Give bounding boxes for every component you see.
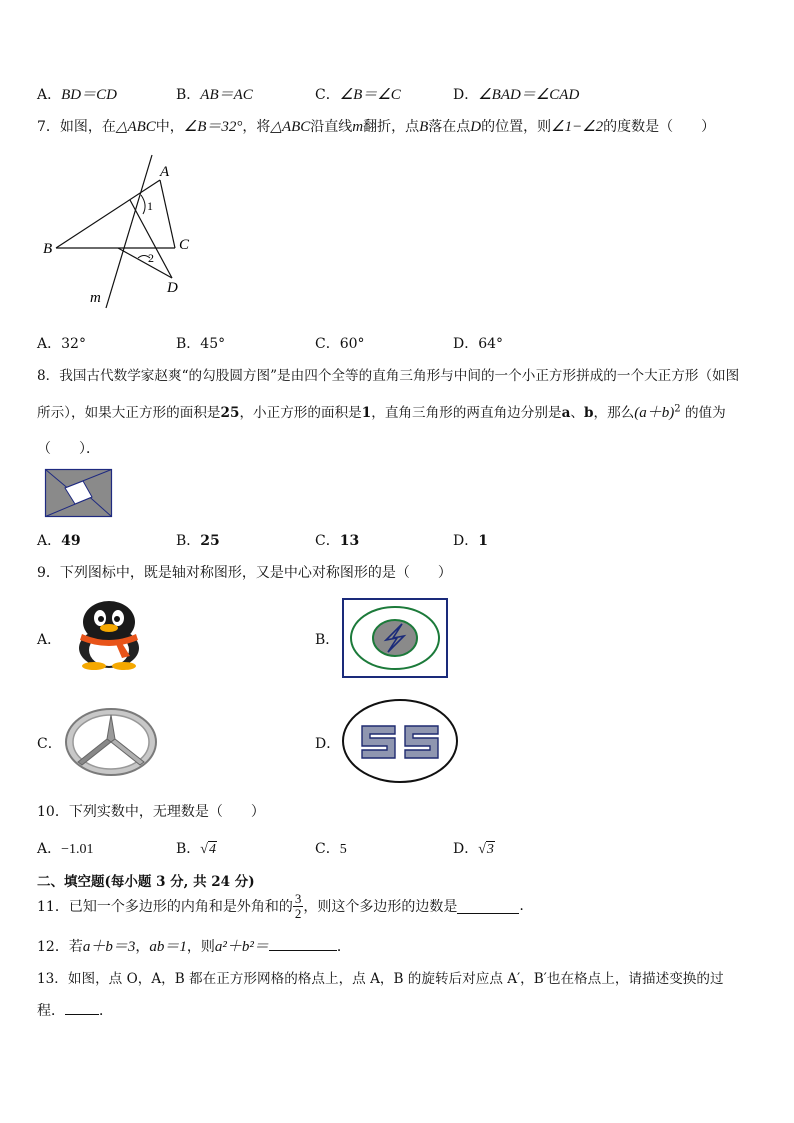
q7-line-m: m bbox=[352, 119, 364, 135]
section-2-heading: 二、填空题(每小题 3 分, 共 24 分) bbox=[37, 874, 255, 890]
q8-option-d-value: 1 bbox=[478, 533, 488, 549]
q9-option-a-letter: A． bbox=[37, 632, 62, 648]
q8-option-b-value: 25 bbox=[200, 533, 220, 549]
q7-triangle-1: △ABC bbox=[115, 119, 156, 135]
q7-point-b: B bbox=[419, 119, 429, 135]
q10-option-c-value: 5 bbox=[339, 842, 347, 857]
q13-end: ． bbox=[99, 1003, 113, 1019]
q7-text-a: 如图，在 bbox=[59, 119, 116, 135]
q7-option-a-value: 32° bbox=[61, 336, 86, 352]
q6-option-a-letter: A． bbox=[37, 87, 62, 103]
q12-text-c: ，则 bbox=[186, 939, 215, 955]
q9-option-c-letter: C． bbox=[37, 736, 62, 752]
q7-text-e: 翻折，点 bbox=[363, 119, 420, 135]
q6-option-d bbox=[453, 83, 579, 104]
q7-option-c bbox=[315, 333, 365, 353]
q11-end: . bbox=[519, 898, 524, 914]
q7-text-f: 落在点 bbox=[428, 119, 471, 135]
q8-text-b: ，小正方形的面积是 bbox=[239, 405, 362, 421]
q7-text-b: 中， bbox=[155, 119, 184, 135]
q12-end: ． bbox=[336, 939, 351, 955]
q6-option-b bbox=[176, 83, 253, 104]
q13-line-2 bbox=[37, 1000, 113, 1020]
q7-option-c-letter: C． bbox=[315, 336, 340, 352]
q7-text-g: 的位置，则 bbox=[481, 119, 552, 135]
q8-figure bbox=[45, 469, 113, 517]
q8-option-c bbox=[315, 530, 359, 550]
q8-var-a: a bbox=[561, 405, 571, 421]
q6-option-a-expr: BD＝CD bbox=[61, 87, 117, 103]
q7-text-d: 沿直线 bbox=[310, 119, 353, 135]
q10-option-d-letter: D． bbox=[453, 841, 479, 857]
q8-line-3: （ ）． bbox=[37, 441, 100, 457]
star-logo-icon bbox=[64, 707, 158, 777]
q7-option-d-value: 64° bbox=[478, 336, 504, 352]
q11-fraction bbox=[293, 892, 304, 921]
q10-option-b-value: 4 bbox=[208, 842, 216, 857]
q7-label-d: D bbox=[167, 280, 178, 296]
q11 bbox=[37, 888, 524, 924]
q9-stem: 9．下列图标中，既是轴对称图形，又是中心对称图形的是（ ） bbox=[37, 565, 452, 581]
q8-small-area: 1 bbox=[361, 405, 372, 421]
q11-answer-blank[interactable] bbox=[457, 899, 519, 914]
q12-text-b: ， bbox=[135, 939, 150, 955]
q7-option-b bbox=[176, 333, 225, 353]
q12-answer-blank[interactable] bbox=[269, 936, 337, 951]
q8-line-1: 8．我国古代数学家赵爽“的勾股圆方图”是由四个全等的直角三角形与中间的一个小正方形拼成的一个大正方形（如图 bbox=[37, 368, 740, 384]
q7-option-b-value: 45° bbox=[200, 336, 226, 352]
q6-option-c bbox=[315, 83, 401, 104]
q6-option-c-letter: C． bbox=[315, 87, 340, 103]
q8-option-d bbox=[453, 530, 488, 550]
q12-eq-2: ab＝1 bbox=[149, 939, 187, 955]
q8-option-c-value: 13 bbox=[339, 533, 360, 549]
q7-label-a: A bbox=[160, 164, 170, 180]
q13-text: 程． bbox=[37, 1003, 65, 1019]
q7-option-d-letter: D． bbox=[453, 336, 479, 352]
q7-label-1: 1 bbox=[147, 199, 153, 213]
q11-numerator: 3 bbox=[294, 890, 302, 906]
q8-option-b bbox=[176, 530, 220, 550]
penguin-icon bbox=[66, 600, 152, 670]
q6-option-d-letter: D． bbox=[453, 87, 479, 103]
q8-var-b: b bbox=[583, 405, 594, 421]
q7-label-c: C bbox=[179, 237, 190, 253]
q8-text-a: 所示），如果大正方形的面积是 bbox=[37, 405, 221, 421]
q7-figure bbox=[40, 150, 200, 310]
q8-option-b-letter: B． bbox=[176, 533, 201, 549]
sqrt-icon: √ bbox=[200, 842, 208, 857]
q7-text-h: 的度数是（ ） bbox=[603, 119, 716, 135]
q8-sep: 、 bbox=[570, 405, 584, 421]
q8-expr: (a＋b) bbox=[634, 405, 675, 421]
q10-option-b-letter: B． bbox=[176, 841, 201, 857]
double-s-icon bbox=[341, 698, 459, 784]
q10-option-a bbox=[37, 838, 94, 858]
q6-option-d-expr: ∠BAD＝∠CAD bbox=[478, 87, 580, 103]
q8-option-a-letter: A． bbox=[37, 533, 62, 549]
q11-text-b: ，则这个多边形的边数是 bbox=[303, 899, 458, 915]
q8-text-d: ，那么 bbox=[593, 405, 635, 421]
q7-option-c-value: 60° bbox=[339, 336, 365, 352]
q10-option-c bbox=[315, 838, 347, 858]
q13-answer-blank[interactable] bbox=[65, 1000, 99, 1015]
q6-option-c-expr: ∠B＝∠C bbox=[339, 87, 401, 103]
q7-label-b: B bbox=[43, 241, 53, 257]
q10-option-a-letter: A． bbox=[37, 841, 62, 857]
q8-big-area: 25 bbox=[220, 405, 240, 421]
q10-option-d bbox=[453, 838, 495, 858]
lightning-circle-icon bbox=[342, 598, 448, 678]
sqrt-icon: √ bbox=[478, 842, 486, 857]
q6-option-b-letter: B． bbox=[176, 87, 201, 103]
q7-triangle-2: △ABC bbox=[270, 119, 311, 135]
q12-eq-3: a²＋b²＝ bbox=[214, 939, 269, 955]
q8-option-d-letter: D． bbox=[453, 533, 479, 549]
q7-option-d bbox=[453, 333, 503, 353]
q7-stem bbox=[37, 115, 715, 136]
q10-option-a-value: −1.01 bbox=[61, 842, 94, 857]
q9-option-d-letter: D． bbox=[315, 736, 341, 752]
q11-denominator: 2 bbox=[294, 905, 302, 921]
q8-option-a-value: 49 bbox=[61, 533, 81, 549]
q7-option-a bbox=[37, 333, 86, 353]
q12-eq-1: a＋b＝3 bbox=[82, 939, 136, 955]
q10-option-d-value: 3 bbox=[486, 842, 494, 857]
q7-option-a-letter: A． bbox=[37, 336, 62, 352]
q10-option-b bbox=[176, 838, 217, 858]
q11-text-a: 11．已知一个多边形的内角和是外角和的 bbox=[37, 899, 293, 915]
q10-option-c-letter: C． bbox=[315, 841, 340, 857]
q8-option-c-letter: C． bbox=[315, 533, 340, 549]
q6-option-b-expr: AB＝AC bbox=[200, 87, 253, 103]
q7-label-m: m bbox=[90, 290, 101, 306]
q6-option-a bbox=[37, 83, 117, 104]
q7-label-2: 2 bbox=[148, 251, 154, 265]
q8-option-a bbox=[37, 530, 81, 550]
q9-option-b-letter: B． bbox=[315, 632, 340, 648]
q7-point-d: D bbox=[470, 119, 482, 135]
q7-option-b-letter: B． bbox=[176, 336, 201, 352]
q7-number: 7． bbox=[37, 119, 60, 135]
q10-stem: 10．下列实数中，无理数是（ ） bbox=[37, 804, 265, 820]
q13-line-1: 13．如图，点 O，A，B 都在正方形网格的格点上，点 A，B 的旋转后对应点 A′，B′也在格点上，请描述变换的过 bbox=[37, 971, 724, 987]
q12 bbox=[37, 935, 351, 956]
q8-text-e: 的值为 bbox=[680, 405, 726, 421]
q7-angle: ∠B＝32° bbox=[183, 119, 243, 135]
q8-power: 2 bbox=[674, 403, 681, 415]
q7-text-c: ，将 bbox=[242, 119, 271, 135]
q8-line-2 bbox=[37, 401, 726, 422]
q8-text-c: ，直角三角形的两直角边分别是 bbox=[371, 405, 562, 421]
q7-expr: ∠1−∠2 bbox=[551, 119, 604, 135]
q12-text-a: 12．若 bbox=[37, 939, 83, 955]
